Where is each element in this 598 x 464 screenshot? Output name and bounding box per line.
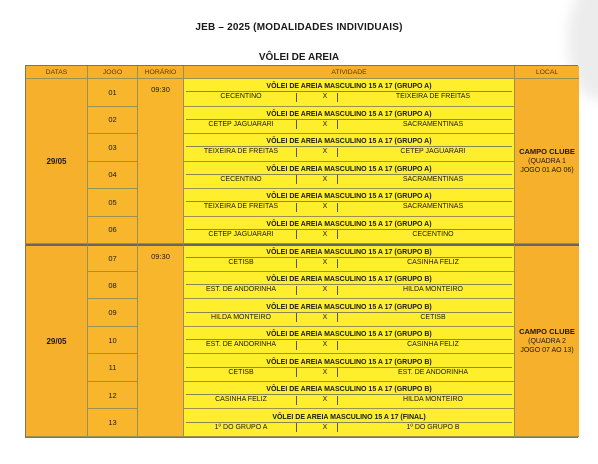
- game-category: VÔLEI DE AREIA MASCULINO 15 A 17 (GRUPO B): [266, 303, 432, 311]
- team-a: TEIXEIRA DE FREITAS: [203, 148, 279, 156]
- game-activity: [184, 299, 515, 327]
- game-number: 07: [88, 244, 138, 272]
- game-category: VÔLEI DE AREIA MASCULINO 15 A 17 (GRUPO A): [266, 165, 432, 173]
- team-b: SACRAMENTINAS: [402, 175, 464, 183]
- time-cell: 09:30: [138, 79, 184, 244]
- versus-mark: X: [322, 396, 328, 404]
- game-teams: [186, 394, 512, 405]
- header-jogo: JOGO: [88, 66, 138, 79]
- sport-title: VÔLEI DE AREIA: [258, 52, 340, 63]
- game-activity: [184, 79, 515, 107]
- column-divider: [337, 203, 354, 212]
- game-category: VÔLEI DE AREIA MASCULINO 15 A 17 (GRUPO B): [266, 276, 432, 284]
- game-teams: [186, 119, 512, 130]
- game-teams: [186, 367, 512, 378]
- team-b: EST. DE ANDORINHA: [397, 368, 468, 376]
- versus-mark: X: [322, 230, 328, 238]
- game-teams: [186, 422, 512, 433]
- team-b: SACRAMENTINAS: [402, 120, 464, 128]
- game-category: VÔLEI DE AREIA MASCULINO 15 A 17 (GRUPO A): [266, 83, 432, 91]
- game-activity: [184, 409, 515, 437]
- game-activity: [184, 327, 515, 355]
- game-number: 05: [88, 189, 138, 217]
- schedule-table: [25, 65, 578, 438]
- game-activity: [184, 134, 515, 162]
- column-divider: [337, 423, 354, 432]
- game-category: VÔLEI DE AREIA MASCULINO 15 A 17 (GRUPO B): [266, 358, 432, 366]
- game-number: 02: [88, 107, 138, 135]
- game-number: 08: [88, 272, 138, 300]
- game-activity: [184, 189, 515, 217]
- game-number: 10: [88, 327, 138, 355]
- versus-mark: X: [322, 259, 328, 267]
- team-a: CETISB: [228, 259, 254, 267]
- team-b: 1º DO GRUPO B: [406, 423, 460, 431]
- column-divider: [296, 120, 313, 129]
- column-divider: [296, 286, 313, 295]
- column-divider: [337, 341, 354, 350]
- team-a: CECENTINO: [220, 175, 262, 183]
- team-a: CASINHA FELIZ: [215, 396, 267, 404]
- team-a: CETISB: [228, 368, 254, 376]
- date-cell: 29/05: [26, 79, 88, 244]
- column-divider: [337, 286, 354, 295]
- game-category: VÔLEI DE AREIA MASCULINO 15 A 17 (GRUPO B): [266, 331, 432, 339]
- location-games: JOGO 07 AO 13): [520, 347, 574, 355]
- versus-mark: X: [322, 423, 328, 431]
- team-b: CETEP JAGUARARI: [400, 148, 466, 156]
- team-a: HILDA MONTEIRO: [211, 313, 271, 321]
- versus-mark: X: [322, 203, 328, 211]
- game-number: 06: [88, 217, 138, 245]
- versus-mark: X: [322, 175, 328, 183]
- versus-mark: X: [322, 341, 328, 349]
- versus-mark: X: [322, 93, 328, 101]
- column-divider: [296, 148, 313, 157]
- column-divider: [337, 259, 354, 268]
- team-a: 1º DO GRUPO A: [214, 423, 268, 431]
- column-divider: [337, 396, 354, 405]
- game-activity: [184, 272, 515, 300]
- game-category: VÔLEI DE AREIA MASCULINO 15 A 17 (FINAL): [272, 413, 426, 421]
- column-divider: [296, 396, 313, 405]
- header-local: LOCAL: [515, 66, 579, 79]
- game-number: 01: [88, 79, 138, 107]
- location-court: (QUADRA 1: [528, 157, 566, 165]
- versus-mark: X: [322, 286, 328, 294]
- column-divider: [296, 203, 313, 212]
- team-a: EST. DE ANDORINHA: [205, 341, 276, 349]
- team-b: TEIXEIRA DE FREITAS: [395, 93, 471, 101]
- team-a: EST. DE ANDORINHA: [205, 286, 276, 294]
- game-teams: [186, 257, 512, 268]
- team-b: CETISB: [420, 313, 446, 321]
- column-divider: [337, 368, 354, 377]
- header-atividade: ATIVIDADE: [184, 66, 515, 79]
- column-divider: [296, 230, 313, 239]
- column-divider: [337, 93, 354, 102]
- game-activity: [184, 244, 515, 272]
- game-teams: [186, 339, 512, 350]
- column-divider: [337, 230, 354, 239]
- game-activity: [184, 217, 515, 245]
- game-teams: [186, 146, 512, 157]
- versus-mark: X: [322, 368, 328, 376]
- location-court: (QUADRA 2: [528, 337, 566, 345]
- location-cell: [515, 79, 579, 244]
- versus-mark: X: [322, 313, 328, 321]
- column-divider: [337, 148, 354, 157]
- game-teams: [186, 201, 512, 212]
- versus-mark: X: [322, 120, 328, 128]
- location-cell: [515, 244, 579, 437]
- column-divider: [296, 175, 313, 184]
- team-b: CASINHA FELIZ: [407, 259, 459, 267]
- game-activity: [184, 354, 515, 382]
- column-divider: [296, 368, 313, 377]
- column-divider: [296, 423, 313, 432]
- location-name-text: CAMPO CLUBE: [519, 326, 575, 336]
- game-number: 09: [88, 299, 138, 327]
- game-teams: [186, 229, 512, 240]
- team-a: CETEP JAGUARARI: [208, 230, 274, 238]
- game-number: 11: [88, 354, 138, 382]
- game-teams: [186, 284, 512, 295]
- game-category: VÔLEI DE AREIA MASCULINO 15 A 17 (GRUPO A): [266, 220, 432, 228]
- game-teams: [186, 91, 512, 102]
- location-games: JOGO 01 AO 06): [520, 167, 574, 175]
- team-b: CECENTINO: [412, 230, 454, 238]
- document-title: JEB – 2025 (MODALIDADES INDIVIDUAIS): [195, 22, 403, 33]
- game-category: VÔLEI DE AREIA MASCULINO 15 A 17 (GRUPO A): [266, 138, 432, 146]
- game-category: VÔLEI DE AREIA MASCULINO 15 A 17 (GRUPO B): [266, 386, 432, 394]
- header-horario: HORÁRIO: [138, 66, 184, 79]
- team-a: CECENTINO: [220, 93, 262, 101]
- team-b: SACRAMENTINAS: [402, 203, 464, 211]
- team-b: CASINHA FELIZ: [407, 341, 459, 349]
- column-divider: [337, 175, 354, 184]
- game-category: VÔLEI DE AREIA MASCULINO 15 A 17 (GRUPO A): [266, 110, 432, 118]
- game-number: 03: [88, 134, 138, 162]
- game-activity: [184, 382, 515, 410]
- header-datas: DATAS: [26, 66, 88, 79]
- column-divider: [296, 93, 313, 102]
- game-number: 12: [88, 382, 138, 410]
- versus-mark: X: [322, 148, 328, 156]
- column-divider: [296, 259, 313, 268]
- game-category: VÔLEI DE AREIA MASCULINO 15 A 17 (GRUPO A): [266, 193, 432, 201]
- team-a: TEIXEIRA DE FREITAS: [203, 203, 279, 211]
- location-name-text: CAMPO CLUBE: [519, 146, 575, 156]
- team-a: CETEP JAGUARARI: [208, 120, 274, 128]
- game-teams: [186, 312, 512, 323]
- game-number: 04: [88, 162, 138, 190]
- game-number: 13: [88, 409, 138, 437]
- time-cell: 09:30: [138, 244, 184, 437]
- game-category: VÔLEI DE AREIA MASCULINO 15 A 17 (GRUPO B): [266, 249, 432, 257]
- date-cell: 29/05: [26, 244, 88, 437]
- game-teams: [186, 174, 512, 185]
- column-divider: [337, 313, 354, 322]
- game-activity: [184, 107, 515, 135]
- column-divider: [296, 313, 313, 322]
- team-b: HILDA MONTEIRO: [403, 396, 463, 404]
- game-activity: [184, 162, 515, 190]
- team-b: HILDA MONTEIRO: [403, 286, 463, 294]
- column-divider: [337, 120, 354, 129]
- column-divider: [296, 341, 313, 350]
